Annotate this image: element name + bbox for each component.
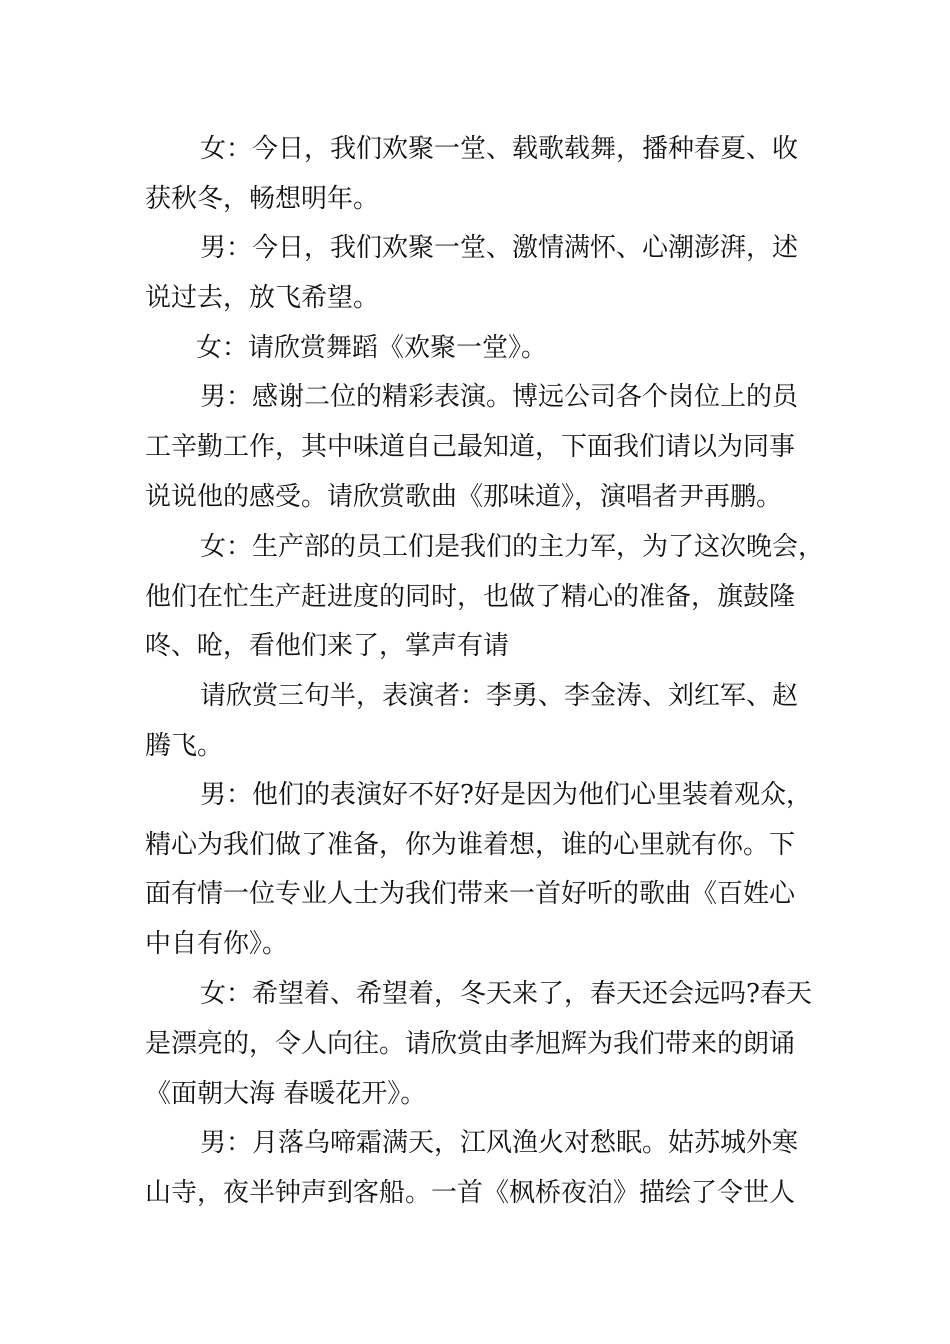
text-line: 面有情一位专业人士为我们带来一首好听的歌曲《百姓心 bbox=[145, 879, 796, 909]
text-line: 女：请欣赏舞蹈《欢聚一堂》。 bbox=[196, 333, 548, 363]
text-line: 他们在忙生产赶进度的同时，也做了精心的准备，旗鼓隆 bbox=[145, 582, 796, 612]
text-line: 女：希望着、希望着，冬天来了，春天还会远吗?春天 bbox=[200, 979, 812, 1009]
text-line: 是漂亮的，令人向往。请欣赏由孝旭辉为我们带来的朗诵 bbox=[145, 1029, 796, 1059]
text-line: 中自有你》。 bbox=[145, 929, 289, 959]
text-line: 请欣赏三句半，表演者：李勇、李金涛、刘红军、赵 bbox=[200, 681, 799, 711]
text-line: 精心为我们做了准备，你为谁着想，谁的心里就有你。下 bbox=[145, 830, 796, 860]
text-line: 男：他们的表演好不好?好是因为他们心里装着观众， bbox=[200, 780, 812, 810]
text-line: 获秋冬，畅想明年。 bbox=[145, 184, 380, 214]
text-line: 咚、呛，看他们来了，掌声有请 bbox=[145, 631, 510, 661]
text-line: 女：生产部的员工们是我们的主力军，为了这次晚会， bbox=[200, 532, 825, 562]
text-line: 说说他的感受。请欣赏歌曲《那味道》，演唱者尹再鹏。 bbox=[145, 482, 783, 512]
text-line: 腾飞。 bbox=[145, 731, 224, 761]
text-line: 女：今日，我们欢聚一堂、载歌载舞，播种春夏、收 bbox=[200, 134, 799, 164]
text-line: 男：月落乌啼霜满天，江风渔火对愁眠。姑苏城外寒 bbox=[200, 1128, 799, 1158]
text-line: 男：今日，我们欢聚一堂、激情满怀、心潮澎湃，述 bbox=[200, 233, 799, 263]
text-line: 工辛勤工作，其中味道自己最知道，下面我们请以为同事 bbox=[145, 432, 796, 462]
text-line: 说过去，放飞希望。 bbox=[145, 283, 380, 313]
text-line: 《面朝大海 春暖花开》。 bbox=[145, 1079, 427, 1109]
text-line: 山寺，夜半钟声到客船。一首《枫桥夜泊》描绘了令世人 bbox=[145, 1178, 796, 1208]
text-line: 男：感谢二位的精彩表演。博远公司各个岗位上的员 bbox=[200, 382, 799, 412]
